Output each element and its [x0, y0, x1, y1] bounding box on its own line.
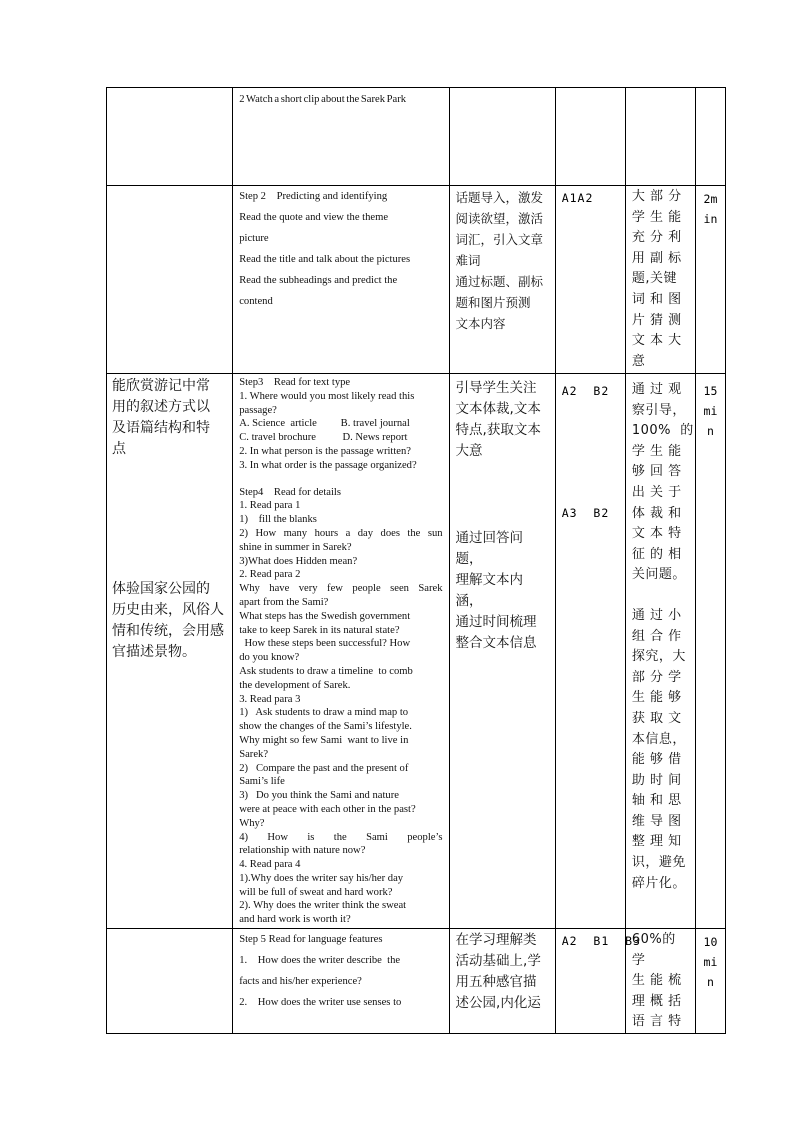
time-line: mi: [703, 955, 718, 969]
assessment-line: 生 能 梳: [631, 973, 682, 989]
intent-line: 特点,获取文本: [455, 422, 541, 438]
time-line: n: [706, 975, 714, 989]
assessment-line: 充 分 利: [631, 230, 682, 246]
activity-line: Sarek?: [239, 748, 269, 760]
intent-block: [456, 378, 549, 462]
intent-block: [456, 528, 549, 654]
level-code: A2 B2: [561, 384, 610, 398]
activity-line: How these steps been successful? How: [239, 638, 411, 650]
objective-cell: [107, 186, 233, 374]
assessment-line: 能 够 借: [631, 752, 682, 768]
objective-cell: [107, 374, 233, 929]
objective-cell: [107, 929, 233, 1034]
activity-line: show the changes of the Sami’s lifestyle.: [239, 721, 412, 733]
activity-line: Step 2 Predicting and identifying: [239, 191, 388, 202]
activity-line: 3. In what order is the passage organized?: [239, 459, 417, 471]
assessment-cell: [625, 186, 695, 374]
activity-line: A. Science article B. travel journal: [239, 418, 410, 430]
lesson-plan-table: [106, 87, 726, 1034]
level-cell: [555, 186, 625, 374]
assessment-line: 语 言 特: [631, 1014, 682, 1030]
activity-line: 2. How does the writer use senses to: [239, 997, 402, 1008]
intent-line: 整合文本信息: [455, 635, 537, 651]
activity-line: 1) fill the blanks: [239, 514, 317, 526]
assessment-line: 探究，大: [631, 649, 686, 665]
objective-line: 历史由来，风俗人: [112, 602, 224, 618]
intent-line: 引导学生关注: [455, 380, 537, 396]
table-row: [107, 929, 726, 1034]
objective-cell: [107, 88, 233, 186]
activity-line: do you know?: [239, 652, 300, 664]
assessment-line: 理 概 括: [631, 993, 682, 1009]
assessment-line: 词 和 图: [631, 291, 682, 307]
assessment-line: 组 合 作: [631, 628, 682, 644]
activity-line: 1. How does the writer describe the: [239, 955, 401, 966]
assessment-line: 文 本 大: [631, 333, 682, 349]
assessment-line: 碎片化。: [631, 875, 686, 891]
objective-line: 官描述景物。: [112, 644, 196, 660]
time-line: n: [706, 424, 714, 438]
assessment-line: 助 时 间: [631, 772, 682, 788]
activity-line: 2. Read para 2: [239, 569, 301, 581]
assessment-line: 大 部 分: [631, 189, 682, 204]
activity-line: What steps has the Swedish government: [239, 610, 411, 622]
assessment-line: 学 生 能: [631, 209, 682, 225]
assessment-line: 出 关 于: [631, 484, 682, 500]
assessment-block: [631, 380, 694, 586]
assessment-block: [632, 606, 689, 894]
objective-line: 能欣赏游记中常: [112, 378, 210, 394]
table-row: [107, 374, 726, 929]
activity-line: relationship with nature now?: [239, 845, 366, 857]
level-cell: [555, 929, 641, 1034]
intent-line: 题和图片预测: [455, 295, 531, 310]
intent-line: 词汇，引入文章: [455, 232, 544, 247]
assessment-line: 片 猜 测: [631, 312, 682, 328]
activity-line: 2). Why does the writer think the sweat: [239, 900, 407, 912]
activity-line: and hard work is worth it?: [239, 914, 351, 926]
objective-block: [112, 579, 228, 663]
objective-line: 用的叙述方式以: [112, 399, 210, 415]
activity-cell: [233, 186, 449, 374]
activity-line: Why?: [239, 817, 265, 829]
activity-line: Read the title and talk about the pictures: [239, 254, 411, 265]
assessment-line: 100% 的: [631, 423, 694, 439]
assessment-line: 整 理 知: [631, 834, 682, 850]
intent-line: 文本体裁,文本: [455, 401, 541, 417]
level-cell: [555, 88, 625, 186]
activity-line: shine in summer in Sarek?: [239, 541, 352, 553]
activity-line: 1. Read para 1: [239, 500, 301, 512]
activity-cell: [233, 929, 449, 1034]
activity-cell: [233, 374, 449, 929]
assessment-line: 轴 和 思: [631, 793, 682, 809]
level-code: A3 B2: [561, 506, 610, 520]
activity-line: 3) Do you think the Sami and nature: [239, 790, 399, 802]
assessment-line: 关问题。: [631, 567, 686, 583]
assessment-cell: [625, 929, 695, 1034]
time-cell: [695, 929, 725, 1034]
activity-line: 2) How many hours a day does the sun: [239, 527, 443, 539]
assessment-cell: [625, 88, 695, 186]
intent-line: 述公园,内化运: [455, 995, 541, 1011]
objective-block: [112, 376, 228, 460]
assessment-line: 用 副 标: [631, 250, 682, 266]
time-cell: [695, 88, 725, 186]
assessment-line: 通 过 观: [631, 382, 682, 397]
activity-line: 2 Watch a short clip about the Sarek Park: [239, 94, 407, 105]
objective-line: 体验国家公园的: [112, 581, 210, 597]
activity-line: 3. Read para 3: [239, 693, 301, 705]
assessment-line: 学 生 能: [631, 443, 682, 459]
activity-line: 4) How is the Sami people’s: [239, 831, 443, 843]
intent-line: 话题导入，激发: [455, 190, 544, 205]
activity-line: Read the quote and view the theme: [239, 212, 389, 223]
assessment-line: 60%的学: [631, 932, 676, 968]
activity-line: 1. Where would you most likely read this: [239, 390, 415, 402]
intent-line: 大意: [455, 443, 483, 459]
level-code: A2 B1 B3: [561, 934, 641, 948]
activity-line: Why might so few Sami want to live in: [239, 734, 409, 746]
activity-line: the development of Sarek.: [239, 679, 351, 691]
time-line: in: [703, 212, 718, 226]
activity-line: 1) Ask students to draw a mind map to: [239, 707, 409, 719]
activity-line: Step3 Read for text type: [239, 377, 351, 388]
objective-line: 情和传统，会用感: [112, 623, 224, 639]
activity-line: 3)What does Hidden mean?: [239, 555, 358, 567]
activity-line: Step 5 Read for language features: [239, 934, 383, 945]
assessment-line: 部 分 学: [631, 669, 682, 685]
intent-line: 通过标题、副标: [455, 274, 544, 289]
objective-line: 及语篇结构和特: [112, 420, 210, 436]
table-row: [107, 88, 726, 186]
activity-line: Read the subheadings and predict the: [239, 275, 398, 286]
activity-line: apart from the Sami?: [239, 596, 329, 608]
intent-line: 通过时间梳理: [455, 614, 537, 630]
intent-cell: [449, 374, 555, 929]
assessment-line: 征 的 相: [631, 546, 682, 562]
activity-line: contend: [239, 296, 273, 307]
activity-line: were at peace with each other in the past?: [239, 803, 416, 815]
activity-line: C. travel brochure D. News report: [239, 432, 408, 444]
activity-line: 2. In what person is the passage written?: [239, 445, 412, 457]
intent-cell: [449, 88, 555, 186]
activity-line: Why have very few people seen Sarek: [239, 583, 443, 595]
intent-cell: [449, 929, 555, 1034]
intent-cell: [449, 186, 555, 374]
intent-line: 活动基础上,学: [455, 953, 541, 969]
assessment-line: 察引导，: [631, 402, 686, 418]
intent-line: 难词: [455, 253, 481, 268]
assessment-line: 获 取 文: [631, 710, 682, 726]
intent-line: 阅读欲望，激活: [455, 211, 544, 226]
assessment-line: 体 裁 和: [631, 505, 682, 521]
assessment-line: 意: [631, 353, 646, 369]
activity-line: Ask students to draw a timeline to comb: [239, 665, 413, 677]
intent-line: 文本内容: [455, 316, 506, 331]
time-line: 10: [703, 935, 718, 949]
level-code: A1A2: [561, 191, 594, 205]
assessment-line: 够 回 答: [631, 464, 682, 480]
time-line: 2m: [703, 192, 718, 206]
activity-line: facts and his/her experience?: [239, 976, 362, 987]
table-row: [107, 186, 726, 374]
time-cell: [695, 374, 725, 929]
time-line: mi: [703, 404, 718, 418]
intent-line: 理解文本内涵，: [455, 572, 524, 609]
activity-cell: [233, 88, 449, 186]
activity-line: 1).Why does the writer say his/her day: [239, 872, 404, 884]
intent-line: 用五种感官描: [455, 974, 537, 990]
assessment-cell: [625, 374, 695, 929]
assessment-line: 通 过 小: [631, 607, 682, 623]
assessment-line: 文 本 特: [631, 526, 682, 542]
level-cell: [555, 374, 625, 929]
time-cell: [695, 186, 725, 374]
activity-line: will be full of sweat and hard work?: [239, 886, 393, 898]
objective-line: 点: [112, 441, 126, 457]
assessment-line: 题,关键: [631, 271, 677, 287]
activity-line: Step4 Read for details: [239, 486, 341, 498]
activity-line: picture: [239, 233, 269, 244]
activity-line: Sami’s life: [239, 776, 285, 788]
assessment-line: 本信息，: [631, 731, 686, 747]
activity-line: passage?: [239, 404, 277, 416]
assessment-line: 维 导 图: [631, 813, 682, 829]
activity-line: 4. Read para 4: [239, 859, 301, 871]
intent-line: 通过回答问题，: [455, 530, 524, 567]
assessment-line: 识，避免: [631, 855, 686, 871]
activity-line: take to keep Sarek in its natural state?: [239, 624, 400, 636]
intent-line: 在学习理解类: [455, 932, 537, 948]
activity-line: 2) Compare the past and the present of: [239, 762, 409, 774]
assessment-line: 生 能 够: [631, 690, 682, 706]
time-line: 15: [703, 384, 718, 398]
